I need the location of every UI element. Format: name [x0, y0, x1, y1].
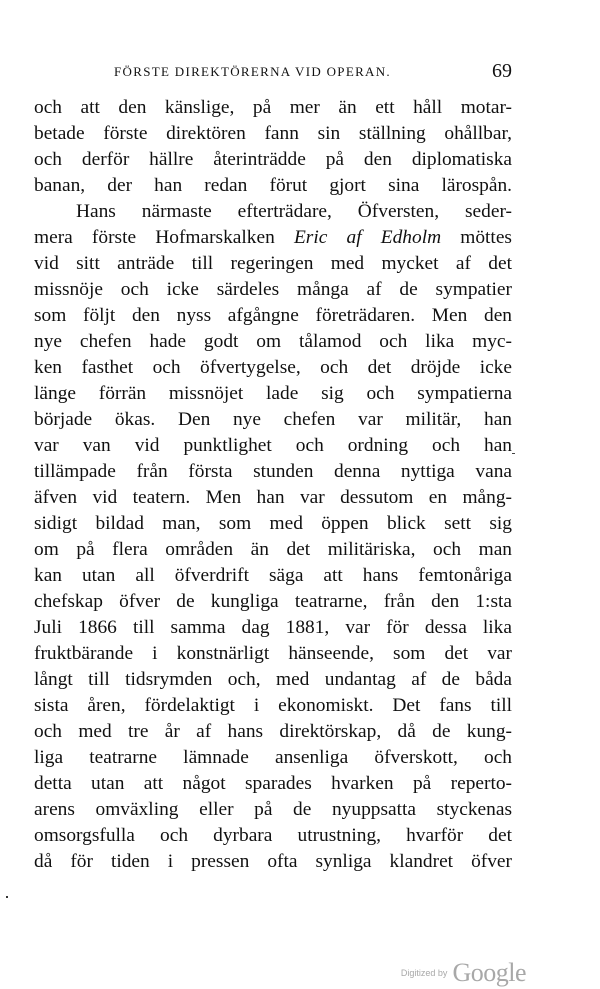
text-line: chefskap öfver de kungliga teatrarne, från den 1:sta [34, 591, 512, 612]
text-line: banan, der han redan förut gjort sina lärospån. [34, 175, 512, 196]
page-number: 69 [492, 60, 512, 82]
text-line: och derför hällre återinträdde på den diplomatiska [34, 149, 512, 170]
text-line: kan utan all öfverdrift säga att hans femtonåriga [34, 565, 512, 586]
person-name: Eric af Edholm [293, 227, 442, 248]
text-line: ken fasthet och öfvertygelse, och det dröjde icke [34, 357, 512, 378]
text-line: äfven vid teatern. Men han var dessutom en mång- [34, 487, 512, 508]
running-header [34, 60, 512, 84]
text-line: missnöje och icke särdeles många af de sympatier [34, 279, 512, 300]
text-line: nye chefen hade godt om tålamod och lika myc- [34, 331, 512, 352]
text-line: liga teatrarne lämnade ansenliga öfverskott, och [34, 747, 512, 768]
body-text [34, 95, 512, 875]
text-segment: möttes [460, 227, 512, 248]
text-line: fruktbärande i konstnärligt hänseende, som det var [34, 643, 512, 664]
text-line: omsorgsfulla och dyrbara utrustning, hvarför det [34, 825, 512, 846]
text-segment: mera förste Hofmarskalken [34, 227, 275, 248]
text-line: detta utan att något sparades hvarken på reperto- [34, 773, 512, 794]
text-line-with-name [34, 225, 512, 251]
paragraph-start-line: Hans närmaste efterträdare, Öfversten, seder- [76, 201, 512, 222]
text-line: sidigt bildad man, som med öppen blick sett sig [34, 513, 512, 534]
margin-mark [6, 896, 8, 898]
text-line: var van vid punktlighet och ordning och han [34, 435, 512, 456]
text-line: Juli 1866 till samma dag 1881, var för dessa lika [34, 617, 512, 638]
print-speck [512, 453, 515, 454]
text-line: långt till tidsrymden och, med undantag af de båda [34, 669, 512, 690]
text-line: då för tiden i pressen ofta synliga klandret öfver [34, 851, 512, 872]
text-line: vid sitt anträde till regeringen med mycket af det [34, 253, 512, 274]
text-line: sista åren, fördelaktigt i ekonomiskt. Det fans till [34, 695, 512, 716]
text-line: och att den känslige, på mer än ett håll motar- [34, 97, 512, 118]
text-line: tillämpade från första stunden denna nyttiga vana [34, 461, 512, 482]
text-line: och med tre år af hans direktörskap, då de kung- [34, 721, 512, 742]
text-line: arens omväxling eller på de nyuppsatta styckenas [34, 799, 512, 820]
text-line: länge förrän missnöjet lade sig och sympatierna [34, 383, 512, 404]
text-line: som följt den nyss afgångne företrädaren. Men den [34, 305, 512, 326]
text-line: om på flera områden än det militäriska, och man [34, 539, 512, 560]
google-logo: Google [452, 958, 526, 987]
text-line: betade förste direktören fann sin ställning ohållbar, [34, 123, 512, 144]
text-line: började ökas. Den nye chefen var militär, han [34, 409, 512, 430]
digitized-watermark [401, 958, 526, 988]
digitized-by-label: Digitized by [400, 968, 448, 978]
running-title: FÖRSTE DIREKTÖRERNA VID OPERAN. [114, 64, 391, 79]
